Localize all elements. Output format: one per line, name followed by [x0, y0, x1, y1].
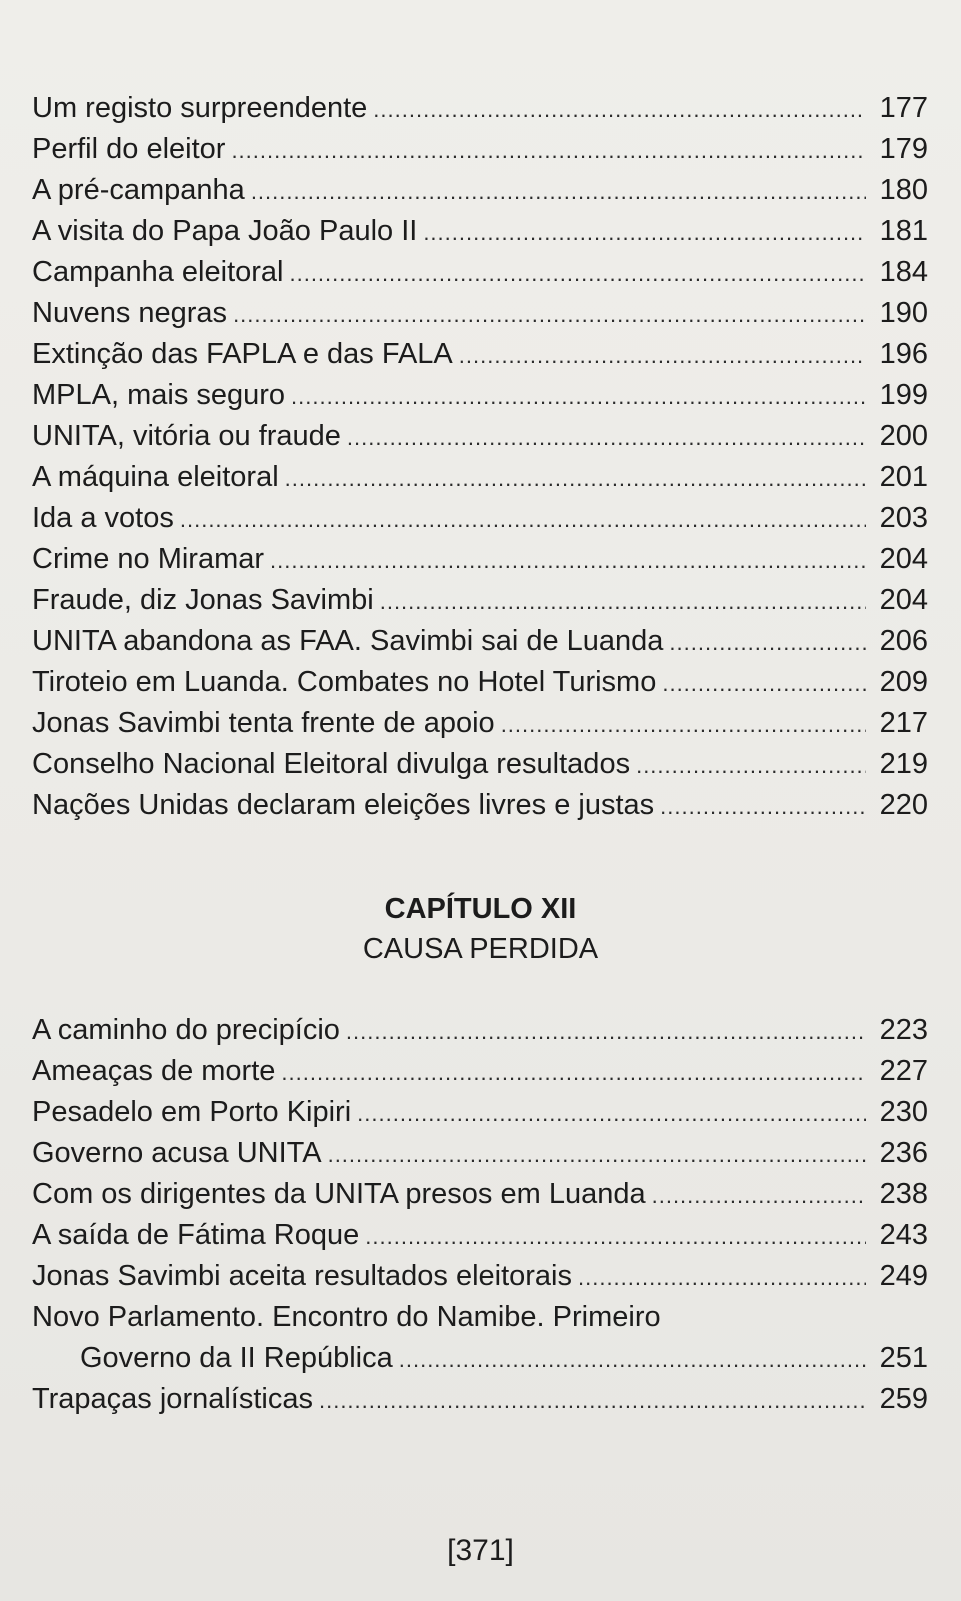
- toc-entry-title: A pré-campanha: [32, 174, 245, 206]
- dot-leader: [346, 1011, 866, 1052]
- toc-entry: [32, 1174, 928, 1215]
- dot-leader: [281, 1052, 866, 1093]
- dot-leader: [662, 663, 866, 704]
- toc-entry: [32, 703, 928, 744]
- toc-entry-title: Nações Unidas declaram eleições livres e justas: [32, 789, 655, 821]
- toc-entry-page: 238: [879, 1178, 928, 1210]
- toc-entry: [32, 621, 928, 662]
- toc-entry: [32, 1297, 928, 1338]
- toc-entry-title: Governo acusa UNITA: [32, 1137, 322, 1169]
- toc-entry-title: Um registo surpreendente: [32, 92, 368, 124]
- toc-entry-page: 180: [879, 174, 928, 206]
- toc-entry-page: 204: [879, 584, 928, 616]
- toc-entry: [32, 498, 928, 539]
- dot-leader: [289, 253, 866, 294]
- dot-leader: [660, 786, 866, 827]
- toc-entry-title: Ida a votos: [32, 502, 174, 534]
- toc-entry: [32, 662, 928, 703]
- toc-entry-page: 259: [879, 1383, 928, 1415]
- toc-entry-page: 179: [879, 133, 928, 165]
- dot-leader: [270, 540, 866, 581]
- toc-entry-continued: [32, 1338, 928, 1379]
- toc-entry: [32, 170, 928, 211]
- toc-entry-title: Fraude, diz Jonas Savimbi: [32, 584, 374, 616]
- toc-entry-title: Com os dirigentes da UNITA presos em Luanda: [32, 1178, 646, 1210]
- toc-entry-page: 184: [879, 256, 928, 288]
- toc-entry-title: A máquina eleitoral: [32, 461, 279, 493]
- toc-entry-page: 227: [879, 1055, 928, 1087]
- toc-entry-page: 200: [879, 420, 928, 452]
- dot-leader: [365, 1216, 866, 1257]
- toc-entry-page: 219: [879, 748, 928, 780]
- toc-entry-page: 201: [879, 461, 928, 493]
- toc-entry: [32, 744, 928, 785]
- toc-entry-page: 230: [879, 1096, 928, 1128]
- toc-entry-page: 251: [879, 1342, 928, 1374]
- dot-leader: [291, 376, 866, 417]
- toc-entry: [32, 1051, 928, 1092]
- toc-entry: [32, 1215, 928, 1256]
- toc-entry-title: Trapaças jornalísticas: [32, 1383, 313, 1415]
- page-folio: [371]: [447, 1534, 514, 1567]
- toc-entry: [32, 88, 928, 129]
- dot-leader: [251, 171, 866, 212]
- toc-entry-page: 204: [879, 543, 928, 575]
- dot-leader: [357, 1093, 866, 1134]
- dot-leader: [423, 212, 866, 253]
- toc-entry: [32, 211, 928, 252]
- dot-leader: [180, 499, 866, 540]
- toc-entry-title: Conselho Nacional Eleitoral divulga resultados: [32, 748, 631, 780]
- toc-entry-title: Campanha eleitoral: [32, 256, 284, 288]
- dot-leader: [233, 294, 866, 335]
- toc-entry-title: UNITA abandona as FAA. Savimbi sai de Luanda: [32, 625, 664, 657]
- toc-entry-title: Jonas Savimbi tenta frente de apoio: [32, 707, 495, 739]
- dot-leader: [380, 581, 866, 622]
- toc-entry-title: Extinção das FAPLA e das FALA: [32, 338, 453, 370]
- dot-leader: [501, 704, 866, 745]
- toc-entry-page: 203: [879, 502, 928, 534]
- toc-entry-title: Crime no Miramar: [32, 543, 265, 575]
- toc-entry-title: Ameaças de morte: [32, 1055, 276, 1087]
- toc-entry: [32, 1010, 928, 1051]
- toc-entry: [32, 1133, 928, 1174]
- toc-entry-page: 199: [879, 379, 928, 411]
- toc-list-lower: [32, 1010, 928, 1420]
- dot-leader: [399, 1339, 866, 1380]
- toc-entry-page: 196: [879, 338, 928, 370]
- toc-entry: [32, 580, 928, 621]
- toc-entry: [32, 1092, 928, 1133]
- dot-leader: [373, 89, 866, 130]
- dot-leader: [578, 1257, 866, 1298]
- dot-leader: [459, 335, 866, 376]
- toc-list-upper: [32, 88, 928, 826]
- dot-leader: [285, 458, 866, 499]
- dot-leader: [652, 1175, 866, 1216]
- toc-entry-page: 236: [879, 1137, 928, 1169]
- toc-entry: [32, 252, 928, 293]
- toc-entry-title: Jonas Savimbi aceita resultados eleitorais: [32, 1260, 572, 1292]
- toc-entry-page: 217: [879, 707, 928, 739]
- chapter-number: CAPÍTULO XII: [384, 893, 577, 925]
- toc-entry-page: 220: [879, 789, 928, 821]
- toc-entry: [32, 539, 928, 580]
- toc-entry: [32, 293, 928, 334]
- toc-entry: [32, 457, 928, 498]
- dot-leader: [328, 1134, 866, 1175]
- toc-entry-title: UNITA, vitória ou fraude: [32, 420, 341, 452]
- toc-entry-page: 243: [879, 1219, 928, 1251]
- toc-entry-title: A saída de Fátima Roque: [32, 1219, 360, 1251]
- toc-entry-page: 249: [879, 1260, 928, 1292]
- toc-entry-title: Tiroteio em Luanda. Combates no Hotel Turismo: [32, 666, 657, 698]
- toc-entry: [32, 416, 928, 457]
- toc-entry: [32, 785, 928, 826]
- toc-entry-title: Pesadelo em Porto Kipiri: [32, 1096, 352, 1128]
- toc-entry-page: 177: [879, 92, 928, 124]
- toc-entry: [32, 129, 928, 170]
- toc-entry-page: 206: [879, 625, 928, 657]
- dot-leader: [347, 417, 866, 458]
- toc-entry-title: Perfil do eleitor: [32, 133, 226, 165]
- dot-leader: [669, 622, 866, 663]
- toc-entry-title: Nuvens negras: [32, 297, 228, 329]
- dot-leader: [319, 1380, 866, 1421]
- toc-entry-title: Novo Parlamento. Encontro do Namibe. Primeiro: [32, 1301, 661, 1333]
- toc-entry-page: 190: [879, 297, 928, 329]
- toc-entry-title: A visita do Papa João Paulo II: [32, 215, 418, 247]
- toc-entry: [32, 375, 928, 416]
- toc-entry: [32, 1256, 928, 1297]
- toc-entry-title: A caminho do precipício: [32, 1014, 340, 1046]
- toc-entry-title: Governo da II República: [80, 1342, 393, 1374]
- toc-entry-page: 223: [879, 1014, 928, 1046]
- toc-entry: [32, 1379, 928, 1420]
- chapter-title: CAUSA PERDIDA: [362, 933, 599, 965]
- toc-entry-title: MPLA, mais seguro: [32, 379, 286, 411]
- dot-leader: [231, 130, 866, 171]
- toc-entry-page: 209: [879, 666, 928, 698]
- dot-leader: [636, 745, 866, 786]
- toc-entry: [32, 334, 928, 375]
- toc-entry-page: 181: [879, 215, 928, 247]
